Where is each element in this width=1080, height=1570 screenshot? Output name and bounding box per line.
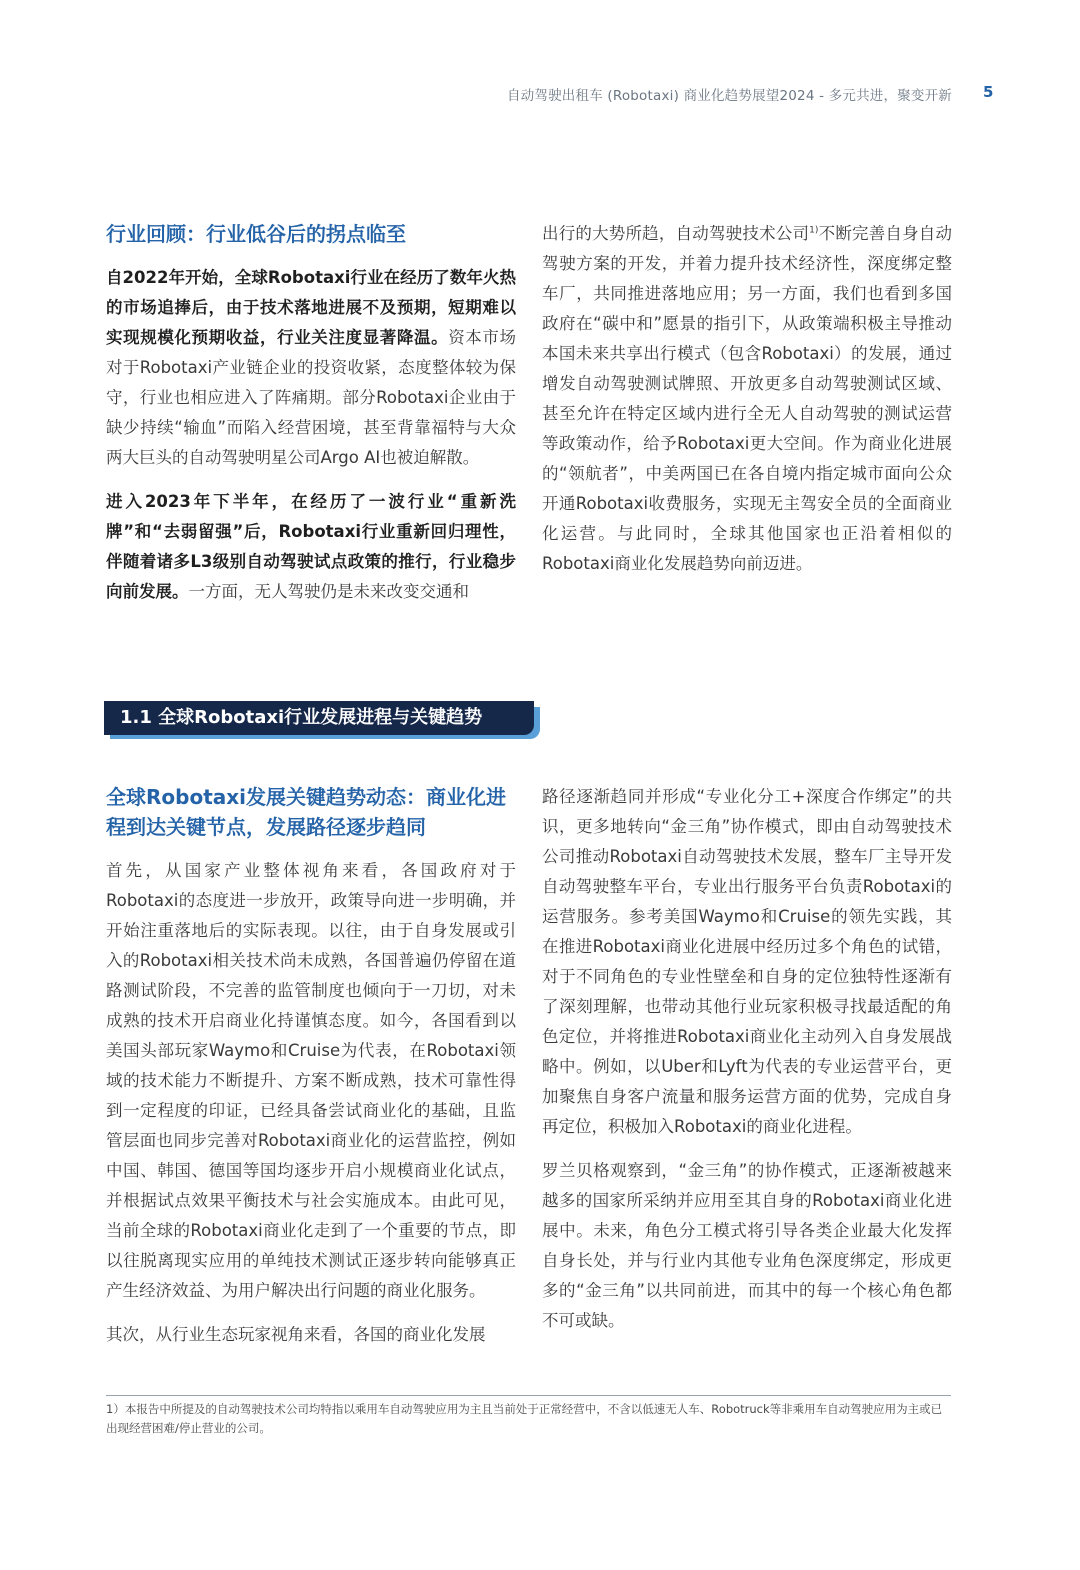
chapter-title: 1.1 全球Robotaxi行业发展进程与关键趋势 — [120, 707, 483, 728]
section1-heading: 行业回顾：行业低谷后的拐点临至 — [106, 222, 406, 246]
section1-paragraph-1 — [106, 263, 516, 473]
section2-left-column — [106, 782, 516, 1364]
footnote-ref[interactable]: 1) — [809, 225, 819, 236]
footnote-divider — [106, 1395, 951, 1396]
section1-left-column — [106, 219, 516, 621]
section2-right-column — [542, 782, 952, 1350]
section1-right-paragraph — [542, 219, 952, 579]
section1-p2-rest: 一方面，无人驾驶仍是未来改变交通和 — [188, 582, 469, 601]
section1-p1-bold: 自2022年开始，全球Robotaxi行业在经历了数年火热的市场追捧后，由于技术落地进展不及预期，短期难以实现规模化预期收益，行业关注度显著降温。 — [106, 268, 516, 347]
section1-r1-b: 不断完善自身自动驾驶方案的开发，并着力提升技术经济性，深度绑定整车厂，共同推进落地应用；另一方面，我们也看到多国政府在“碳中和”愿景的指引下，从政策端积极主导推动本国未来共享出行模式（包含Robotaxi）的发展，通过增发自动驾驶测试牌照、开放更多自动驾驶测试区域、甚至允许在特定区域内进行全无人自动驾驶的测试运营等政策动作，给予Robotaxi更大空间。作为商业化进展的“领航者”，中美两国已在各自境内指定城市面向公众开通Robotaxi收费服务，实现无主驾安全员的全面商业化运营。与此同时，全球其他国家也正沿着相似的Robotaxi商业化发展趋势向前迈进。 — [542, 224, 953, 573]
running-header: 自动驾驶出租车 (Robotaxi) 商业化趋势展望2024 - 多元共进，聚变开新 — [507, 88, 952, 104]
chapter-title-bar — [104, 701, 540, 739]
section2-heading: 全球Robotaxi发展关键趋势动态：商业化进程到达关键节点，发展路径逐步趋同 — [106, 785, 507, 839]
footnote: 1）本报告中所提及的自动驾驶技术公司均特指以乘用车自动驾驶应用为主且当前处于正常经营中，不含以低速无人车、Robotruck等非乘用车自动驾驶应用为主或已出现经营困难/停止营业的公司。 — [106, 1402, 943, 1435]
section1-right-column — [542, 219, 952, 593]
section1-r1-a: 出行的大势所趋，自动驾驶技术公司 — [542, 224, 810, 243]
section1-p1-rest: 资本市场对于Robotaxi产业链企业的投资收紧，态度整体较为保守，行业也相应进入了阵痛期。部分Robotaxi企业由于缺少持续“输血”而陷入经营困境，甚至背靠福特与大众两大巨头的自动驾驶明星公司Argo AI也被迫解散。 — [106, 328, 517, 467]
section2-paragraph-1: 首先，从国家产业整体视角来看，各国政府对于Robotaxi的态度进一步放开，政策导向进一步明确，并开始注重落地后的实际表现。以往，由于自身发展或引入的Robotaxi相关技术尚未成熟，各国普遍仍停留在道路测试阶段，不完善的监管制度也倾向于一刀切，对未成熟的技术开启商业化持谨慎态度。如今，各国看到以美国头部玩家Waymo和Cruise为代表，在Robotaxi领域的技术能力不断提升、方案不断成熟，技术可靠性得到一定程度的印证，已经具备尝试商业化的基础，且监管层面也同步完善对Robotaxi商业化的运营监控，例如中国、韩国、德国等国均逐步开启小规模商业化试点，并根据试点效果平衡技术与社会实施成本。由此可见，当前全球的Robotaxi商业化走到了一个重要的节点，即以往脱离现实应用的单纯技术测试正逐步转向能够真正产生经济效益、为用户解决出行问题的商业化服务。 — [106, 861, 516, 1300]
section2-right-paragraph-1: 路径逐渐趋同并形成“专业化分工+深度合作绑定”的共识，更多地转向“金三角”协作模式，即由自动驾驶技术公司推动Robotaxi自动驾驶技术发展，整车厂主导开发自动驾驶整车平台，专业出行服务平台负责Robotaxi的运营服务。参考美国Waymo和Cruise的领先实践，其在推进Robotaxi商业化进展中经历过多个角色的试错，对于不同角色的专业性壁垒和自身的定位独特性逐渐有了深刻理解，也带动其他行业玩家积极寻找最适配的角色定位，并将推进Robotaxi商业化主动列入自身发展战略中。例如，以Uber和Lyft为代表的专业运营平台，更加聚焦自身客户流量和服务运营方面的优势，完成自身再定位，积极加入Robotaxi的商业化进程。 — [542, 787, 952, 1136]
section1-paragraph-2 — [106, 487, 516, 607]
section2-paragraph-2: 其次，从行业生态玩家视角来看，各国的商业化发展 — [106, 1325, 486, 1344]
section2-right-paragraph-2: 罗兰贝格观察到，“金三角”的协作模式，正逐渐被越来越多的国家所采纳并应用至其自身的Robotaxi商业化进展中。未来，角色分工模式将引导各类企业最大化发挥自身长处，并与行业内其他专业角色深度绑定，形成更多的“金三角”以共同前进，而其中的每一个核心角色都不可或缺。 — [542, 1161, 952, 1330]
page-number: 5 — [983, 83, 994, 101]
section1-p2-bold: 进入2023年下半年，在经历了一波行业“重新洗牌”和“去弱留强”后，Robotaxi行业重新回归理性，伴随着诸多L3级别自动驾驶试点政策的推行，行业稳步向前发展。 — [106, 492, 516, 601]
